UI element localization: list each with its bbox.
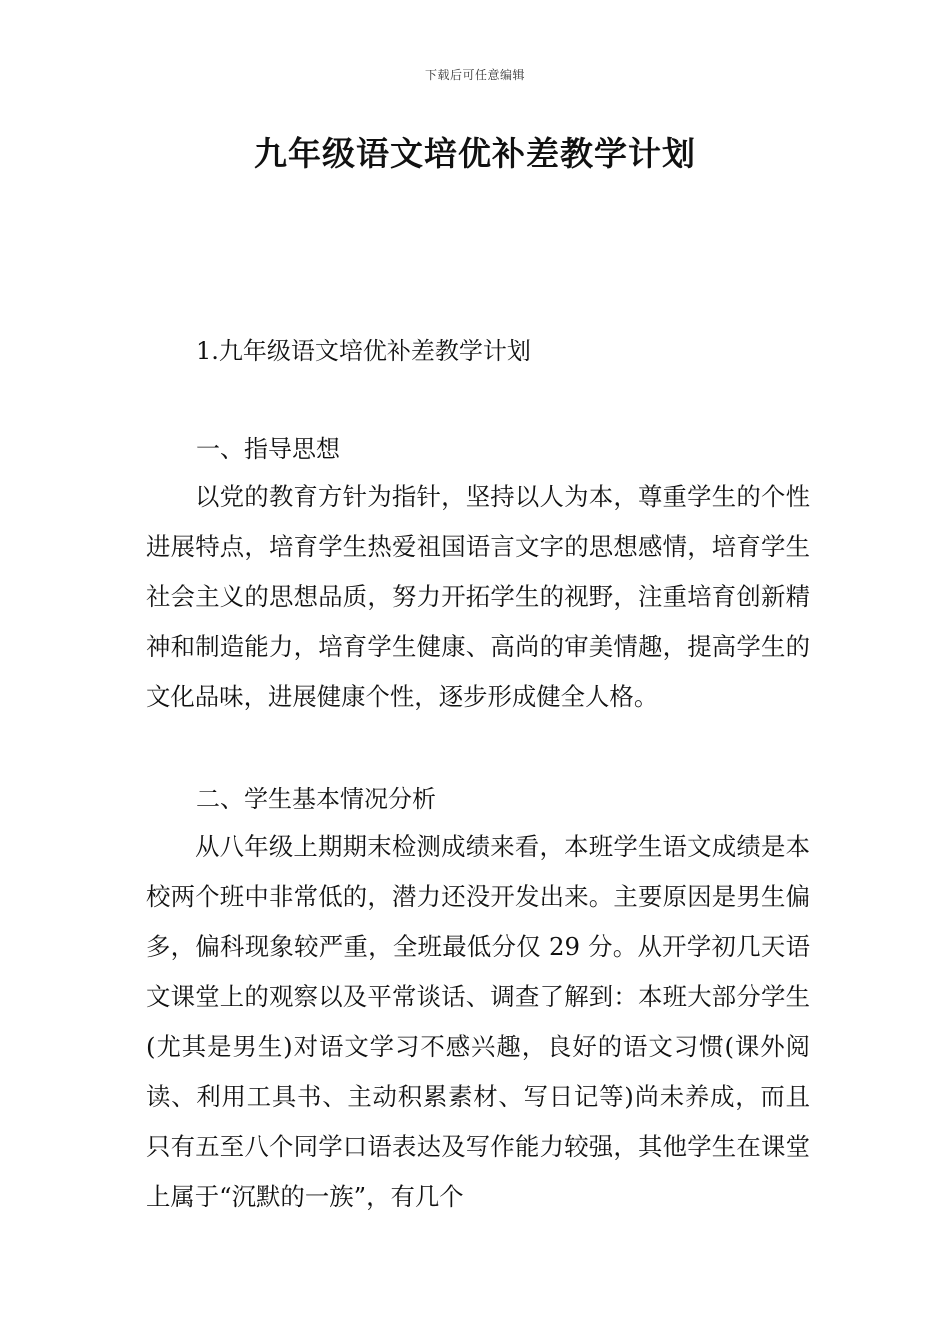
document-title: 九年级语文培优补差教学计划 [254, 134, 696, 173]
section-heading-student-analysis: 二、学生基本情况分析 [196, 785, 436, 813]
section-heading-guiding-ideology: 一、指导思想 [196, 435, 340, 463]
paragraph-student-analysis: 从八年级上期期末检测成绩来看，本班学生语文成绩是本校两个班中非常低的，潜力还没开发出来。主要原因是男生偏多，偏科现象较严重，全班最低分仅 29 分。从开学初几天语文课堂上的观察以及平常谈话、调查了解到：本班大部分学生(尤其是男生)对语文学习不感兴趣，良好的语文习惯(课外阅读、利用工具书、主动积累素材、写日记等)尚未养成，而且只有五至八个同学口语表达及写作能力较强，其他学生在课堂上属于“沉默的一族”，有几个 [146, 832, 810, 1211]
header-note: 下载后可任意编辑 [424, 68, 525, 82]
document-subtitle: 1.九年级语文培优补差教学计划 [196, 337, 531, 365]
paragraph-guiding-ideology: 以党的教育方针为指针，坚持以人为本，尊重学生的个性进展特点，培育学生热爱祖国语言文字的思想感情，培育学生社会主义的思想品质，努力开拓学生的视野，注重培育创新精神和制造能力，培育学生健康、高尚的审美情趣，提高学生的文化品味，进展健康个性，逐步形成健全人格。 [146, 482, 810, 711]
